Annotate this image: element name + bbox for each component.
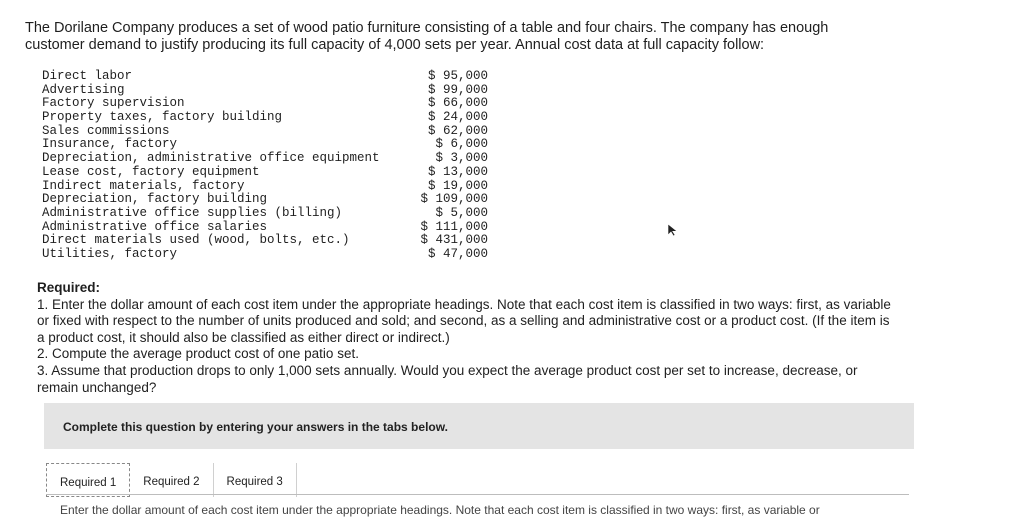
cost-amount: $ 66,000: [427, 96, 488, 111]
tab-required-3[interactable]: Required 3: [214, 463, 297, 497]
required-section: [37, 280, 892, 396]
cost-amount: $ 431,000: [420, 233, 488, 248]
cost-label: Utilities, factory: [42, 246, 178, 261]
cost-label: Lease cost, factory equipment: [42, 164, 260, 179]
cost-label: Direct materials used (wood, bolts, etc.): [42, 233, 350, 248]
required-heading: Required:: [37, 280, 101, 295]
cost-label: Advertising: [42, 82, 125, 97]
cost-amount: $ 95,000: [427, 69, 488, 83]
cost-label: Property taxes, factory building: [42, 110, 283, 125]
cost-amount: $ 62,000: [427, 123, 488, 138]
required-item: 3. Assume that production drops to only 1,000 sets annually. Would you expect the average product cost per set to increase, decrease, or remain unchanged?: [37, 362, 858, 395]
cost-amount: $ 109,000: [420, 192, 488, 207]
cost-amount: $ 99,000: [427, 82, 488, 97]
tab-content-text: [60, 503, 940, 517]
instruction-text: Complete this question by entering your answers in the tabs below.: [63, 420, 448, 434]
cost-amount: $ 111,000: [420, 219, 488, 234]
problem-intro: The Dorilane Company produces a set of wood patio furniture consisting of a table and four chairs. The company has enough customer demand to justify producing its full capacity of 4,000 sets per year. Annual cost data at full capacity follow:: [25, 20, 829, 53]
cost-amount: $ 5,000: [435, 205, 488, 220]
cost-label: Administrative office supplies (billing): [42, 205, 343, 220]
cost-label: Depreciation, factory building: [42, 192, 268, 207]
cost-label: Insurance, factory: [42, 137, 178, 152]
cost-label: Depreciation, administrative office equipment: [42, 151, 380, 166]
cost-amount: $ 13,000: [427, 164, 488, 179]
required-item: 2. Compute the average product cost of one patio set.: [37, 346, 359, 362]
cost-label: Administrative office salaries: [42, 219, 268, 234]
cost-amount: $ 47,000: [427, 246, 488, 261]
cost-label: Direct labor: [42, 69, 133, 83]
cost-label: Factory supervision: [42, 96, 185, 111]
cost-amount: $ 19,000: [427, 178, 488, 193]
tab-divider: [46, 494, 909, 495]
tab-bar: [46, 463, 297, 497]
mouse-cursor-icon: [667, 223, 679, 237]
cost-amount: $ 6,000: [435, 137, 488, 152]
cost-amount: $ 3,000: [435, 151, 488, 166]
cost-label: Indirect materials, factory: [42, 178, 245, 193]
tab-required-2[interactable]: Required 2: [130, 463, 213, 497]
tab-content-line: Enter the dollar amount of each cost item under the appropriate headings. Note that each cost item is classified in two ways: first, as variable or: [60, 503, 820, 517]
cost-label: Sales commissions: [42, 123, 170, 138]
cost-amount: $ 24,000: [427, 110, 488, 125]
required-item: 1. Enter the dollar amount of each cost item under the appropriate headings. Note that each cost item is classified in two ways: first, as variable or fixed with respect to the number of units produced and sold; and second, as a selling and administrative cost or a product cost. (If the item is a product cost, it should also be classified as either direct or indirect.): [37, 296, 891, 345]
instruction-banner: [44, 403, 914, 449]
tab-required-1[interactable]: Required 1: [46, 463, 130, 497]
